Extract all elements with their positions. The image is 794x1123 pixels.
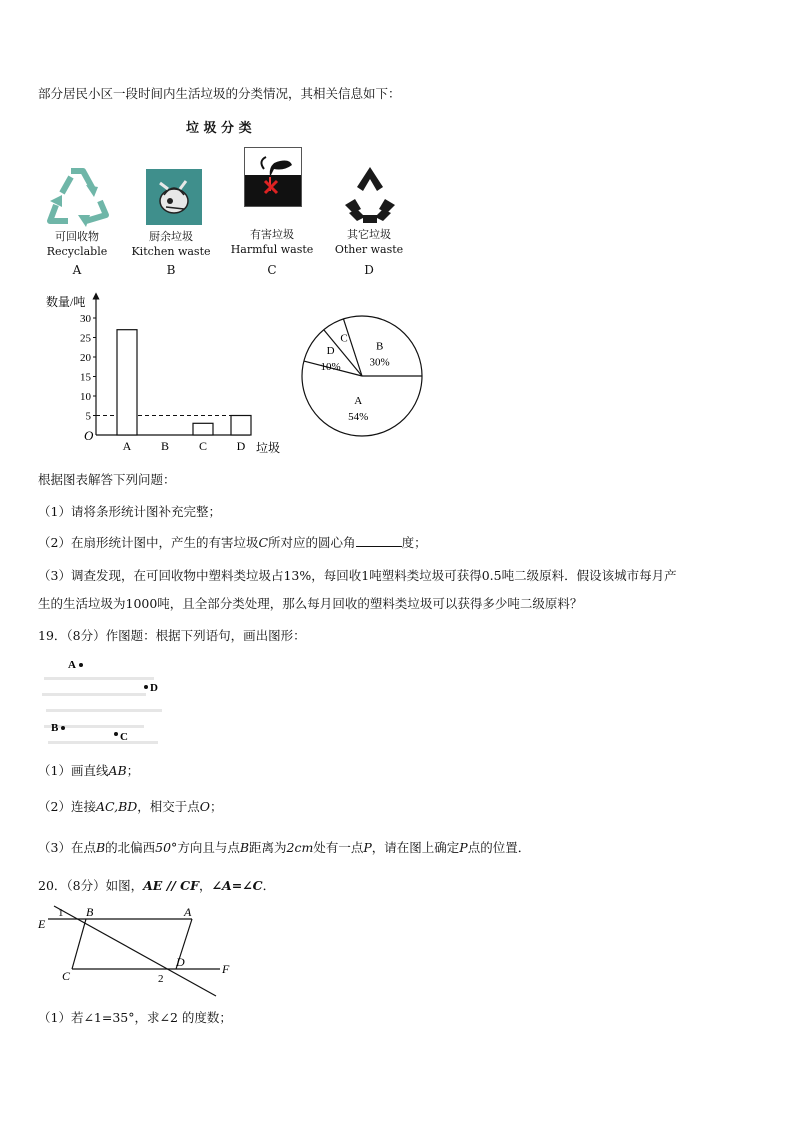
pie-percent-b: 30% (369, 356, 390, 369)
bar-chart-category-label: B (160, 439, 170, 453)
pie-label-c: C (340, 332, 348, 345)
fig20-label-b: B (86, 905, 94, 919)
p19-q3-a: （3）在点 (38, 840, 96, 855)
p19-q3-g: 点的位置． (467, 840, 531, 855)
bar-chart-category-label: C (198, 439, 208, 453)
bar-chart-category-label: D (236, 439, 246, 453)
point-a-label: A (68, 659, 76, 671)
question-3-line-1: （3）调查发现，在可回收物中塑料类垃圾占13%，每回收1吨塑料类垃圾可获得0.5吨二级原料．假设该城市每月产 (38, 568, 677, 583)
p19-q3-f: ，请在图上确定 (371, 840, 460, 855)
p20-title-b: AE // CF (143, 878, 199, 893)
recycle-icon (42, 165, 112, 231)
pie-label-d: D (326, 345, 335, 358)
p19-q3-var: B (95, 840, 106, 855)
problem-20-title (38, 876, 275, 894)
question-2 (38, 533, 427, 551)
bar-chart-ytick-label: 15 (80, 371, 91, 384)
bar-d (231, 416, 251, 436)
intro-text: 部分居民小区一段时间内生活垃圾的分类情况，其相关信息如下： (38, 86, 401, 101)
bar-chart-origin: O (84, 428, 94, 443)
question-2-text-c: 度； (401, 535, 427, 550)
problem-19-q2 (38, 797, 223, 815)
bar-a (117, 330, 137, 435)
category-c-en: Harmful waste (230, 243, 314, 256)
p20-title-e: ． (262, 878, 276, 893)
point-d-label: D (150, 682, 158, 694)
p19-q1-end: ； (126, 763, 140, 778)
question-intro: 根据图表解答下列问题： (38, 472, 176, 487)
point-b-label: B (51, 722, 59, 734)
category-b-cn: 厨余垃圾 (149, 230, 193, 243)
p19-q3-b: 的北偏西 (105, 840, 156, 855)
problem-19-q3 (38, 838, 530, 856)
bar-chart-ytick-label: 10 (80, 391, 91, 403)
p19-q2-var: AC,BD (95, 799, 138, 814)
p19-q1-text: （1）画直线 (38, 763, 109, 778)
category-a-en: Recyclable (46, 245, 108, 258)
bar-chart-ylabel: 数量/吨 (46, 295, 86, 309)
harmful-waste-icon (244, 147, 302, 211)
bar-chart-ytick-label: 20 (80, 352, 91, 364)
question-3-line-2: 生的生活垃圾为1000吨，且全部分类处理，那么每月回收的塑料类垃圾可以获得多少吨二级原料？ (38, 596, 583, 611)
bar-chart-ytick-label: 25 (80, 332, 91, 345)
geometry-figure-20 (34, 900, 244, 1000)
p19-q2-text-b: ，相交于点 (137, 799, 200, 814)
p19-q3-angle: 50° (155, 840, 178, 855)
fig20-label-2: 2 (158, 973, 164, 985)
problem-19-title: 19．（8分）作图题：根据下列语句，画出图形： (38, 628, 306, 643)
p19-q1-var: AB (108, 763, 127, 778)
p19-q3-e: 处有一点 (313, 840, 364, 855)
pie-label-a: A (354, 394, 363, 407)
category-b-en: Kitchen waste (131, 245, 211, 258)
bar-chart-category-label: A (122, 439, 132, 453)
point-figure (38, 655, 168, 755)
question-2-text-b: 所对应的圆心角 (268, 535, 356, 550)
category-d-letter: D (364, 263, 374, 277)
bar-chart-ytick-label: 5 (85, 410, 91, 423)
fig20-label-d: D (176, 955, 185, 969)
category-a-letter: A (72, 263, 82, 277)
point-c (114, 732, 118, 736)
waste-title: 垃 圾 分 类 (186, 121, 252, 136)
fig20-label-c: C (62, 969, 71, 983)
point-b (61, 726, 65, 730)
question-2-text-a: （2）在扇形统计图中，产生的有害垃圾 (38, 535, 259, 550)
pie-percent-d: 10% (320, 361, 341, 374)
question-2-var: C (258, 535, 269, 550)
problem-19-q1 (38, 761, 139, 779)
fig20-label-a: A (184, 905, 192, 919)
bar-chart-ytick-label: 30 (80, 313, 91, 325)
p20-title-a: 20．（8分）如图， (38, 878, 144, 893)
p20-title-d: ∠A=∠C (211, 878, 263, 893)
p19-q3-var3: P (363, 840, 372, 855)
bar-chart-xlabel: 垃圾 (256, 441, 281, 455)
category-c-cn: 有害垃圾 (250, 228, 294, 241)
p19-q3-var4: P (459, 840, 468, 855)
fig20-label-f: F (222, 962, 230, 976)
question-1: （1）请将条形统计图补充完整； (38, 504, 221, 519)
p19-q2-text-a: （2）连接 (38, 799, 96, 814)
fig20-label-1: 1 (58, 907, 64, 919)
pie-label-b: B (375, 340, 384, 353)
p19-q3-c: 方向且与点 (177, 840, 240, 855)
point-a (79, 663, 83, 667)
answer-blank[interactable] (356, 535, 402, 547)
pie-chart (296, 310, 428, 452)
problem-20-q1: （1）若∠1=35°，求∠2 的度数； (38, 1010, 232, 1025)
category-a-cn: 可回收物 (55, 230, 99, 243)
p19-q2-var2: O (199, 799, 211, 814)
other-waste-icon (343, 165, 397, 231)
category-c-letter: C (267, 263, 277, 277)
category-d-cn: 其它垃圾 (347, 228, 391, 241)
p19-q2-end: ； (210, 799, 223, 814)
point-c-label: C (120, 731, 128, 743)
bar-c (193, 423, 213, 435)
p19-q3-var2: B (239, 840, 250, 855)
p20-title-c: ， (199, 878, 212, 893)
bar-chart (40, 290, 290, 460)
kitchen-waste-icon (146, 169, 202, 229)
category-b-letter: B (166, 263, 176, 277)
point-d (144, 685, 148, 689)
fig20-label-e: E (38, 917, 46, 931)
category-d-en: Other waste (334, 243, 404, 256)
p19-q3-d: 距离为 (249, 840, 287, 855)
p19-q3-dist: 2cm (286, 840, 314, 855)
pie-percent-a: 54% (348, 410, 369, 423)
